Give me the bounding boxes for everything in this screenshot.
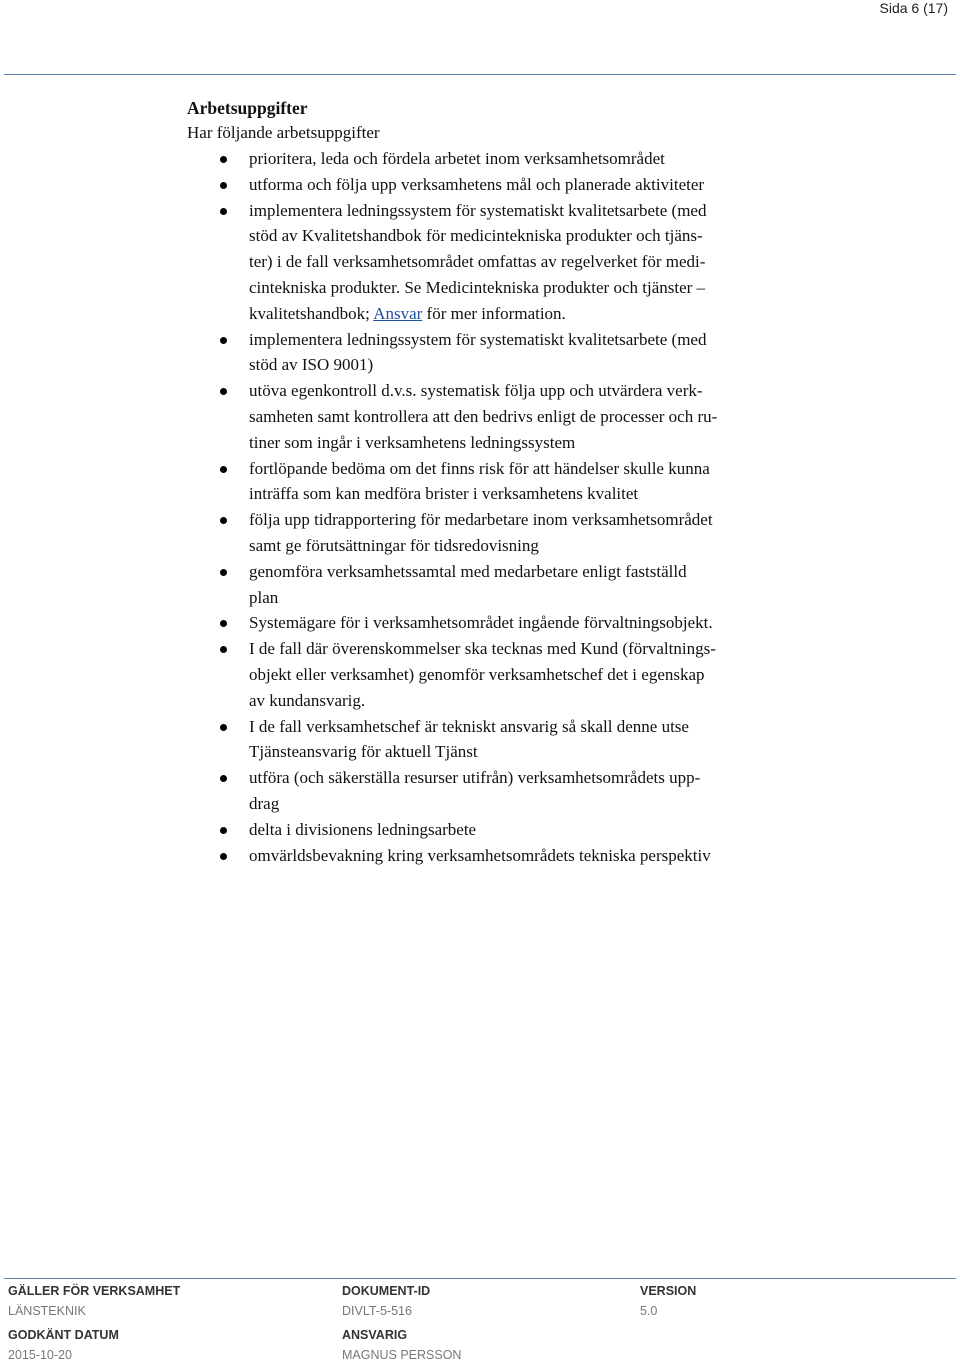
bullet-icon [220, 827, 227, 834]
task-line: utöva egenkontroll d.v.s. systematisk följa upp och utvärdera verk- [249, 381, 703, 401]
task-line-text: för mer information. [422, 303, 566, 323]
task-line: omvärldsbevakning kring verksamhetsområdets tekniska perspektiv [249, 845, 711, 865]
task-item [187, 636, 787, 713]
task-item [187, 146, 787, 172]
task-item [187, 198, 787, 327]
task-item [187, 817, 787, 843]
task-line: stöd av Kvalitetshandbok för medicintekniska produkter och tjäns- [249, 226, 703, 246]
task-line: delta i divisionens ledningsarbete [249, 819, 477, 839]
task-item [187, 610, 787, 636]
task-line: prioritera, leda och fördela arbetet inom verksamhetsområdet [249, 149, 665, 168]
task-item [187, 559, 787, 611]
task-line: I de fall verksamhetschef är tekniskt ansvarig så skall denne utse [249, 716, 689, 736]
task-item [187, 765, 787, 817]
task-line: drag [249, 793, 280, 813]
footer-scope-label: GÄLLER FÖR VERKSAMHET [8, 1284, 181, 1298]
task-line: ter) i de fall verksamhetsområdet omfattas av regelverket för medi- [249, 252, 706, 272]
task-line: cintekniska produkter. Se Medicintekniska produkter och tjänster – [249, 277, 706, 297]
footer-approved-date-label: GODKÄNT DATUM [8, 1328, 119, 1342]
task-item [187, 843, 787, 869]
bullet-icon [220, 724, 227, 731]
bullet-icon [220, 156, 227, 163]
footer-document-id-label: DOKUMENT-ID [342, 1284, 431, 1298]
bullet-icon [220, 182, 227, 189]
bullet-icon [220, 853, 227, 860]
task-line: stöd av ISO 9001) [249, 355, 374, 375]
task-line-text: kvalitetshandbok; [249, 303, 374, 323]
task-line: samheten samt kontrollera att den bedrivs enligt de processer och ru- [249, 406, 718, 426]
footer-version-label: VERSION [640, 1284, 697, 1298]
header-divider [4, 74, 956, 75]
page-number: Sida 6 (17) [879, 0, 948, 16]
footer-responsible-label: ANSVARIG [342, 1328, 408, 1342]
bullet-icon [220, 388, 227, 395]
intro-text: Har följande arbetsuppgifter [187, 123, 380, 142]
task-line: I de fall där överenskommelser ska tecknas med Kund (förvaltnings- [249, 639, 716, 659]
bullet-icon [220, 775, 227, 782]
task-item [187, 172, 787, 198]
task-line: genomföra verksamhetssamtal med medarbetare enligt fastställd [249, 561, 687, 581]
bullet-icon [220, 208, 227, 215]
task-line: implementera ledningssystem för systematiskt kvalitetsarbete (med [249, 329, 707, 349]
footer-divider [4, 1278, 956, 1279]
task-line: följa upp tidrapportering för medarbetare inom verksamhetsområdet [249, 510, 713, 530]
task-line: Tjänsteansvarig för aktuell Tjänst [249, 742, 478, 762]
section-heading: Arbetsuppgifter [187, 98, 308, 118]
task-line: objekt eller verksamhet) genomför verksamhetschef det i egenskap [249, 664, 705, 684]
task-list [187, 146, 787, 868]
task-line: samt ge förutsättningar för tidsredovisning [249, 535, 539, 555]
document-body [187, 96, 787, 868]
bullet-icon [220, 517, 227, 524]
ansvar-link[interactable]: Ansvar [373, 303, 423, 323]
task-item [187, 507, 787, 559]
task-line: inträffa som kan medföra brister i verksamhetens kvalitet [249, 484, 639, 504]
footer-scope-value: LÄNSTEKNIK [8, 1304, 86, 1318]
footer-version-value: 5.0 [640, 1304, 658, 1318]
task-line: fortlöpande bedöma om det finns risk för att händelser skulle kunna [249, 458, 710, 478]
task-line: Systemägare för i verksamhetsområdet ingående förvaltningsobjekt. [249, 613, 713, 633]
task-item [187, 327, 787, 379]
task-line: tiner som ingår i verksamhetens ledningssystem [249, 432, 576, 452]
bullet-icon [220, 620, 227, 627]
task-line: utforma och följa upp verksamhetens mål och planerade aktiviteter [249, 174, 705, 194]
bullet-icon [220, 569, 227, 576]
bullet-icon [220, 646, 227, 653]
task-item [187, 456, 787, 508]
task-item [187, 714, 787, 766]
task-line: av kundansvarig. [249, 690, 366, 710]
task-line: implementera ledningssystem för systematiskt kvalitetsarbete (med [249, 200, 707, 220]
task-line: plan [249, 587, 279, 607]
footer-responsible-value: MAGNUS PERSSON [342, 1348, 462, 1362]
task-item [187, 378, 787, 455]
bullet-icon [220, 466, 227, 473]
bullet-icon [220, 337, 227, 344]
footer-approved-date-value: 2015-10-20 [8, 1348, 72, 1362]
task-line: utföra (och säkerställa resurser utifrån) verksamhetsområdets upp- [249, 768, 701, 788]
task-line [249, 304, 566, 323]
footer-document-id-value: DIVLT-5-516 [342, 1304, 412, 1318]
